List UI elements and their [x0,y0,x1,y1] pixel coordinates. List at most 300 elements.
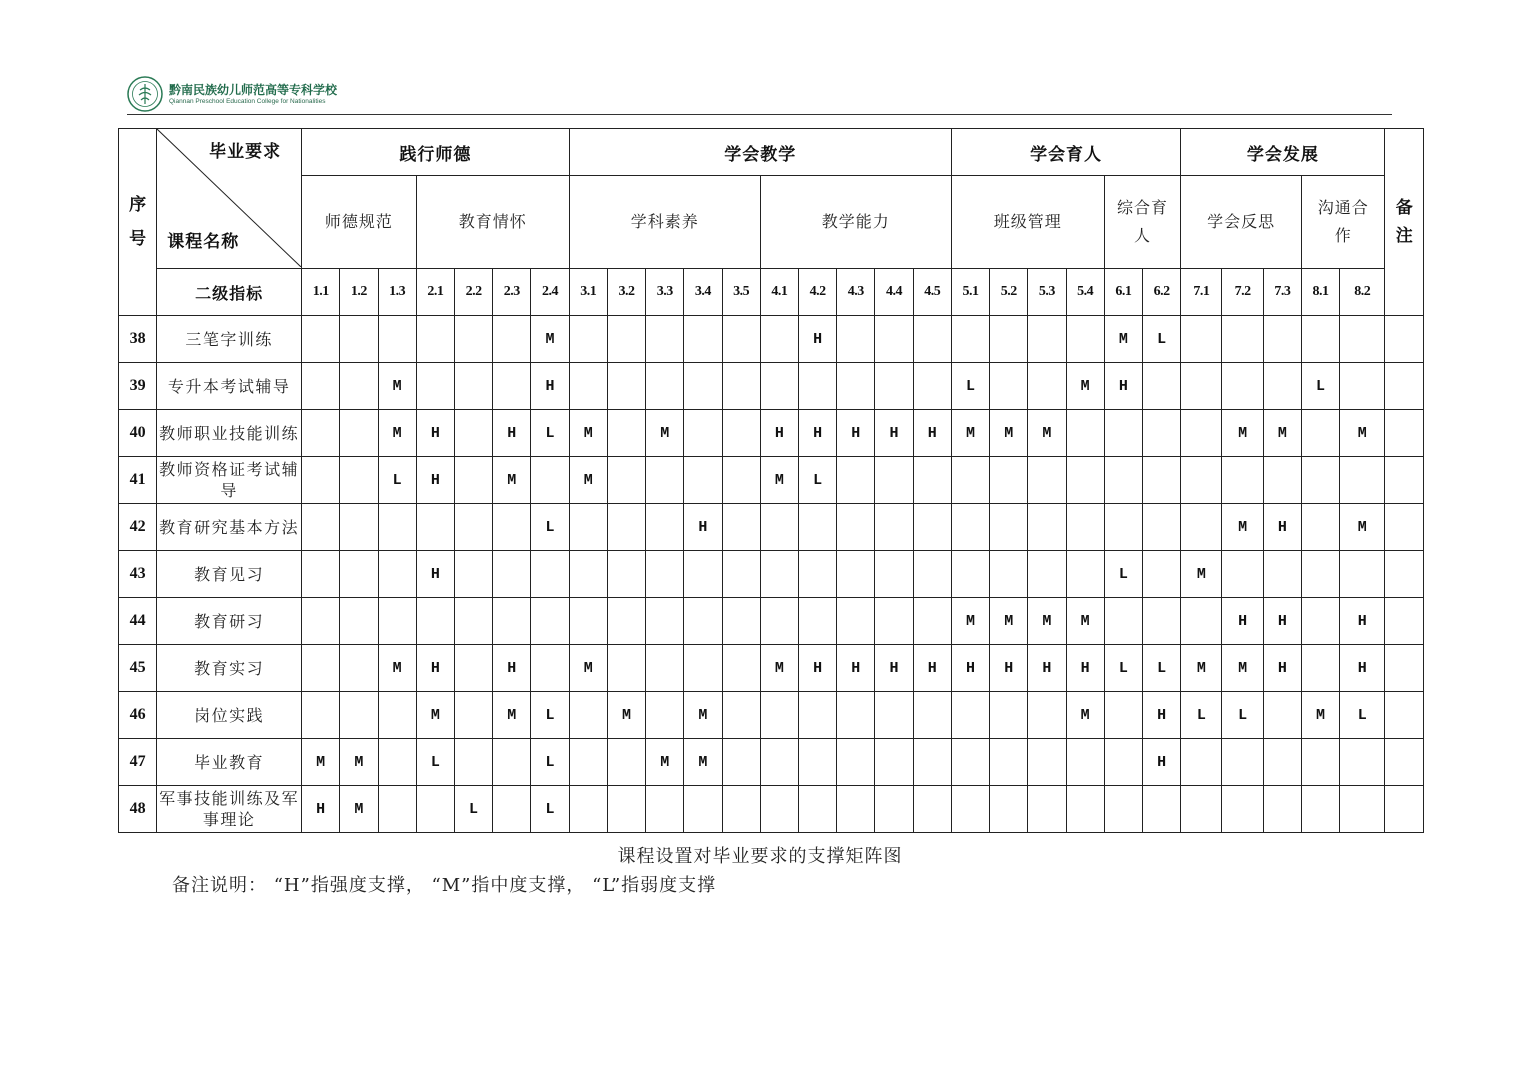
support-cell [1028,786,1066,833]
row-seq: 41 [119,457,157,504]
support-cell [302,645,340,692]
support-cell [454,504,492,551]
support-cell [1301,504,1339,551]
support-cell [416,786,454,833]
remark-note: 备注说明： “H”指强度支撑， “M”指中度支撑， “L”指弱度支撑 [172,875,717,896]
row-seq: 38 [119,316,157,363]
indicator-8-1: 8.1 [1301,269,1339,316]
support-cell [1340,363,1385,410]
support-cell [722,457,760,504]
support-cell [454,739,492,786]
support-cell [951,551,989,598]
indicator-7-1: 7.1 [1181,269,1222,316]
support-cell: H [684,504,722,551]
row-note [1385,551,1424,598]
course-name: 专升本考试辅导 [157,363,302,410]
support-cell [607,316,645,363]
support-cell: M [378,410,416,457]
support-cell: M [760,457,798,504]
support-cell: H [990,645,1028,692]
subgroup-header: 学会反思 [1181,176,1302,269]
row-note [1385,457,1424,504]
support-cell [684,363,722,410]
support-cell [1301,786,1339,833]
support-cell [1028,457,1066,504]
table-row [119,504,1424,551]
support-cell [798,692,836,739]
support-cell [1104,739,1142,786]
school-seal-icon [127,76,163,112]
support-cell: M [1181,551,1222,598]
support-cell [1263,786,1301,833]
support-cell: L [1181,692,1222,739]
support-cell [722,363,760,410]
header-row-groups [119,129,1424,176]
support-cell: M [378,363,416,410]
support-cell [913,739,951,786]
support-cell: L [951,363,989,410]
indicator-2-1: 2.1 [416,269,454,316]
support-cell: M [951,410,989,457]
support-cell: M [1066,598,1104,645]
table-row [119,316,1424,363]
support-cell [416,598,454,645]
header-row-subgroups [119,176,1424,269]
indicator-4-5: 4.5 [913,269,951,316]
course-name: 教育研习 [157,598,302,645]
diag-top-label: 毕业要求 [209,142,282,162]
indicator-3-2: 3.2 [607,269,645,316]
group-header: 学会育人 [951,129,1180,176]
support-cell: M [684,692,722,739]
indicator-label: 二级指标 [157,269,302,316]
table-row [119,692,1424,739]
support-cell [1142,786,1180,833]
support-cell [1066,551,1104,598]
support-cell [913,786,951,833]
support-cell [1340,457,1385,504]
support-cell [760,551,798,598]
support-cell [1066,786,1104,833]
support-cell: M [1066,363,1104,410]
support-cell [340,457,378,504]
support-cell: H [493,410,531,457]
indicator-7-2: 7.2 [1222,269,1263,316]
support-cell [837,786,875,833]
support-cell [302,692,340,739]
support-cell: H [493,645,531,692]
row-seq: 45 [119,645,157,692]
support-cell: M [646,739,684,786]
row-seq: 46 [119,692,157,739]
support-cell [607,598,645,645]
row-note [1385,363,1424,410]
support-cell [1301,739,1339,786]
support-cell [760,316,798,363]
support-cell: M [1263,410,1301,457]
support-cell: H [1263,645,1301,692]
header-row-indicators [119,269,1424,316]
indicator-6-2: 6.2 [1142,269,1180,316]
indicator-2-2: 2.2 [454,269,492,316]
support-cell: H [416,551,454,598]
support-cell: M [340,786,378,833]
support-cell [1181,363,1222,410]
support-cell [722,598,760,645]
table-row [119,551,1424,598]
support-cell [531,598,569,645]
support-cell: H [416,645,454,692]
row-seq: 40 [119,410,157,457]
row-seq: 44 [119,598,157,645]
support-cell: H [951,645,989,692]
support-cell [454,316,492,363]
support-cell: M [569,457,607,504]
support-cell [340,551,378,598]
support-cell: M [1181,645,1222,692]
support-cell [722,645,760,692]
support-cell [837,598,875,645]
support-cell [1301,645,1339,692]
row-seq: 39 [119,363,157,410]
course-name: 毕业教育 [157,739,302,786]
support-cell [1181,786,1222,833]
support-cell [684,457,722,504]
support-cell [1181,410,1222,457]
support-cell [646,316,684,363]
support-cell [646,645,684,692]
support-cell [340,598,378,645]
support-cell [760,692,798,739]
support-cell [798,598,836,645]
support-cell: L [1104,551,1142,598]
support-cell [1104,598,1142,645]
support-cell [1104,410,1142,457]
table-row [119,457,1424,504]
support-cell [493,786,531,833]
support-cell [1263,739,1301,786]
support-cell: L [1142,316,1180,363]
row-seq: 42 [119,504,157,551]
support-cell [760,598,798,645]
support-cell [1142,598,1180,645]
row-note [1385,739,1424,786]
support-cell [1222,786,1263,833]
support-cell [990,363,1028,410]
support-cell [1340,551,1385,598]
table-row [119,739,1424,786]
support-cell [1301,457,1339,504]
support-cell [607,363,645,410]
support-cell: H [1263,598,1301,645]
group-header: 学会发展 [1181,129,1385,176]
support-cell [569,598,607,645]
support-cell [1222,316,1263,363]
support-cell: H [760,410,798,457]
support-cell [798,786,836,833]
support-cell [416,504,454,551]
indicator-1-2: 1.2 [340,269,378,316]
table-row [119,410,1424,457]
support-cell [1301,316,1339,363]
course-name: 教师职业技能训练 [157,410,302,457]
support-cell [875,692,913,739]
support-cell [951,692,989,739]
support-cell: M [760,645,798,692]
support-cell: H [875,410,913,457]
support-cell: M [569,410,607,457]
support-cell [607,786,645,833]
course-name: 教师资格证考试辅导 [157,457,302,504]
support-cell [493,316,531,363]
support-cell: H [875,645,913,692]
support-cell [1263,551,1301,598]
table-caption: 课程设置对毕业要求的支撑矩阵图 [617,846,903,867]
support-cell [1104,504,1142,551]
support-cell [1222,739,1263,786]
support-cell: H [1222,598,1263,645]
support-cell [875,363,913,410]
page-header [127,74,1392,116]
support-cell [951,739,989,786]
support-cell [454,363,492,410]
support-cell [646,598,684,645]
indicator-5-3: 5.3 [1028,269,1066,316]
support-cell [378,316,416,363]
support-cell: M [1222,410,1263,457]
row-note [1385,410,1424,457]
course-name: 教育见习 [157,551,302,598]
support-cell [913,316,951,363]
support-cell [607,504,645,551]
support-cell [760,363,798,410]
subgroup-header: 教育情怀 [416,176,569,269]
support-cell [607,739,645,786]
support-cell [837,363,875,410]
support-cell [454,645,492,692]
support-cell [607,645,645,692]
support-cell [416,363,454,410]
support-cell: M [1028,598,1066,645]
support-cell [454,457,492,504]
support-cell [722,316,760,363]
row-seq: 48 [119,786,157,833]
school-name-cn: 黔南民族幼儿师范高等专科学校 [169,82,338,97]
support-cell [913,598,951,645]
row-note [1385,316,1424,363]
support-cell: H [798,410,836,457]
support-cell [837,504,875,551]
row-note [1385,598,1424,645]
support-cell [1263,316,1301,363]
support-cell [607,457,645,504]
support-cell: H [416,410,454,457]
support-cell [1222,363,1263,410]
support-cell: H [798,645,836,692]
support-cell [1263,363,1301,410]
support-cell [569,786,607,833]
support-cell [607,410,645,457]
support-cell [1340,316,1385,363]
support-cell [1142,551,1180,598]
support-cell [378,692,416,739]
support-cell [1181,504,1222,551]
row-seq: 47 [119,739,157,786]
support-cell [378,598,416,645]
indicator-4-4: 4.4 [875,269,913,316]
support-cell [837,551,875,598]
support-cell [569,363,607,410]
support-cell: L [798,457,836,504]
support-cell [302,316,340,363]
support-cell [722,504,760,551]
support-cell [340,363,378,410]
support-cell [1181,739,1222,786]
support-cell [302,551,340,598]
support-cell [837,316,875,363]
indicator-5-4: 5.4 [1066,269,1104,316]
support-cell [340,692,378,739]
support-cell: H [1066,645,1104,692]
support-cell [1066,739,1104,786]
subgroup-header: 班级管理 [951,176,1104,269]
support-cell [722,692,760,739]
support-cell [1301,551,1339,598]
support-cell [1181,316,1222,363]
support-cell: L [1222,692,1263,739]
row-seq: 43 [119,551,157,598]
support-cell: H [837,410,875,457]
support-cell [913,551,951,598]
support-cell [1263,457,1301,504]
support-cell: L [378,457,416,504]
support-cell: M [1028,410,1066,457]
support-cell: L [531,410,569,457]
header-divider [127,114,1392,115]
support-cell [1340,786,1385,833]
support-cell [798,551,836,598]
support-cell [378,786,416,833]
support-cell [1028,739,1066,786]
support-cell: M [302,739,340,786]
support-cell: H [837,645,875,692]
support-cell: H [1104,363,1142,410]
indicator-3-5: 3.5 [722,269,760,316]
course-name: 军事技能训练及军事理论 [157,786,302,833]
support-cell: L [454,786,492,833]
support-cell [1222,457,1263,504]
support-cell: H [1142,692,1180,739]
support-cell: M [569,645,607,692]
support-cell [951,457,989,504]
support-cell: H [1028,645,1066,692]
support-cell [990,692,1028,739]
support-cell [493,551,531,598]
support-cell [1028,551,1066,598]
indicator-2-3: 2.3 [493,269,531,316]
support-cell: H [1263,504,1301,551]
support-cell [684,410,722,457]
support-cell: M [1301,692,1339,739]
support-cell [1028,504,1066,551]
support-cell [1066,410,1104,457]
indicator-7-3: 7.3 [1263,269,1301,316]
support-cell [1142,363,1180,410]
support-cell [646,363,684,410]
support-cell [875,504,913,551]
support-cell [951,316,989,363]
support-cell [760,739,798,786]
support-cell [302,410,340,457]
support-cell [684,645,722,692]
support-cell [569,316,607,363]
note-header [1385,129,1424,316]
indicator-6-1: 6.1 [1104,269,1142,316]
support-cell [875,739,913,786]
support-cell [722,739,760,786]
row-note [1385,504,1424,551]
support-matrix-table [118,128,1424,833]
diag-bottom-label: 课程名称 [167,232,240,252]
support-cell [837,692,875,739]
support-cell [1340,739,1385,786]
support-cell [722,410,760,457]
support-cell [569,551,607,598]
support-cell: L [1340,692,1385,739]
support-cell [1301,410,1339,457]
support-cell: M [378,645,416,692]
support-cell [302,598,340,645]
support-cell [531,551,569,598]
support-cell: H [913,410,951,457]
subgroup-header: 学科素养 [569,176,760,269]
school-logo [127,76,337,112]
support-cell [607,551,645,598]
support-cell: L [1142,645,1180,692]
support-cell [990,504,1028,551]
indicator-3-4: 3.4 [684,269,722,316]
support-cell [875,598,913,645]
support-cell [646,551,684,598]
indicator-1-3: 1.3 [378,269,416,316]
course-name: 教育实习 [157,645,302,692]
indicator-3-3: 3.3 [646,269,684,316]
support-cell [454,598,492,645]
support-cell [378,551,416,598]
support-cell [875,457,913,504]
support-cell [913,363,951,410]
subgroup-header: 教学能力 [760,176,951,269]
support-cell [302,457,340,504]
support-cell [798,739,836,786]
support-cell: M [684,739,722,786]
support-cell [1104,457,1142,504]
support-cell [569,504,607,551]
support-cell: L [531,739,569,786]
support-cell [798,363,836,410]
support-cell: L [531,504,569,551]
indicator-4-1: 4.1 [760,269,798,316]
support-cell: M [493,692,531,739]
support-cell [875,316,913,363]
seq-header [119,129,157,316]
support-cell [646,786,684,833]
support-cell [1181,457,1222,504]
support-cell: L [531,786,569,833]
support-cell [1066,457,1104,504]
row-note [1385,692,1424,739]
support-cell [646,692,684,739]
